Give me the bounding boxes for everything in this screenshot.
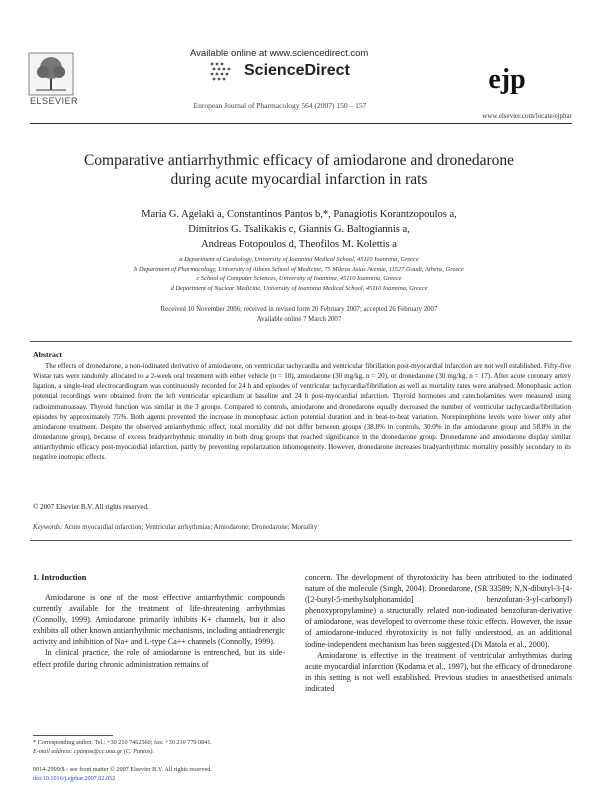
- svg-text:ejp: ejp: [488, 64, 526, 95]
- affiliation-c: c School of Computer Sciences, University of Ioannina, 45110 Ioannina, Greece: [196, 275, 402, 283]
- header-divider: [30, 123, 572, 124]
- abstract-text: The effects of dronedarone, a non-iodinated derivative of amiodarone, on ventricular tachycardia and ventricular fibrillation post-myocardial infarction are not well established. Fifty-five Wistar rats were randomly allocated to a 2-week oral treatment with either vehicle (n = 18), amiodarone (30 mg/kg, n = 20), or dronedarone (30 mg/kg, n = 17). After acute coronary artery ligation, a single-lead electrocardiogram was continuously recorded for 24 h and episodes of ventricular tachycardia/fibrillation as well as mortality rates were analysed. Monophasic action potential recordings were obtained from the left ventricular epicardium at baseline and 24 h post-myocardial infarction. Thyroid hormones and catecholamines were measured using radioimmunoassay. Thyroid function was similar in the 3 groups. Compared to controls, amiodarone and dronedarone equally decreased the number of ventricular tachycardia/fibrillation episodes by approximately 75%. Both agents prevented the increase in monophasic action potential duration and in beat-to-beat variation. Norepinephrine levels were lower only after amiodarone treatment. Despite the observed antiarrhythmic effect, total mortality did not differ between groups (38.8% in controls, 30.0% in the amiodarone group and 58.8% in the dronedarone group), because of excess bradyarrhythmic mortality in both drug groups that reached significance in the dronedarone group. Dronedarone and amiodarone display similar antiarrhythmic efficacy post-myocardial infarction, partly by preventing repolarization inhomogeneity. However, dronedarone increases bradyarrhythmic mortality possibly secondary to its negative inotropic effects.: [33, 362, 571, 462]
- journal-citation: European Journal of Pharmacology 564 (2007) 150 – 157: [193, 101, 367, 110]
- left-column: [33, 592, 285, 670]
- publisher-name: ELSEVIER: [29, 96, 79, 106]
- section-heading-introduction: 1. Introduction: [33, 573, 87, 582]
- intro-paragraph-1: Amiodarone is one of the most effective antiarrhythmic compounds currently available for the treatment of life-threatening arrhythmias (Connolly, 1999). Amiodarone primarily inhibits K+ channels, but it also exhibits all other known antiarrhythmic mechanisms, including antiadrenergic activity and inhibition of Na+ and L-type Ca++ channels (Connolly, 1999).: [33, 593, 285, 647]
- available-online-text: Available online at www.sciencedirect.com: [190, 48, 369, 59]
- doi-link[interactable]: doi:10.1016/j.ejphar.2007.02.052: [33, 774, 116, 782]
- authors-line-3: Andreas Fotopoulos d, Theofilos M. Kolettis a: [201, 239, 397, 250]
- intro-paragraph-3: Amiodarone is effective in the treatment of ventricular arrhythmias during acute myocardial infarction (Kodama et al., 1997), but the efficacy of dronedarone in this setting is not well established. Previous studies in anaesthetised animals indicated: [305, 650, 572, 693]
- abstract-body: [33, 361, 571, 463]
- title-line-2: during acute myocardial infarction in rats: [170, 171, 428, 188]
- ejp-journal-logo-icon: [486, 58, 528, 98]
- abstract-top-divider: [30, 341, 572, 342]
- corresponding-contact: * Corresponding author. Tel.: +30 210 7462560; fax: +30 210 779 0841.: [33, 739, 212, 746]
- received-dates: Received 10 November 2006; received in revised form 20 February 2007; accepted 26 February 2007: [160, 306, 438, 313]
- keywords-list: Acute myocardial infarction; Ventricular arrhythmias; Amiodarone; Dronedarone; Mortality: [63, 524, 318, 531]
- sciencedirect-logo: ScienceDirect: [244, 62, 350, 79]
- issn-line: 0014-2999/$ - see front matter © 2007 Elsevier B.V. All rights reserved.: [33, 766, 212, 773]
- abstract-heading: Abstract: [33, 350, 63, 359]
- article-title: [40, 151, 558, 189]
- affiliation-d: d Department of Nuclear Medicine, University of Ioannina Medical School, 45110 Ioannina, Greece: [170, 284, 428, 292]
- affiliation-a: a Department of Cardiology, University of Ioannina Medical School, 45110 Ioannina, Greece: [179, 256, 419, 263]
- issn-footer: [33, 766, 293, 783]
- corresponding-email[interactable]: E-mail address: cpantos@cc.uoa.gr (C. Pantos).: [33, 747, 154, 755]
- affiliation-b: b Department of Pharmacology, University of Athens School of Medicine, 75 Mikras Asias Avenue, 11527 Goudi, Athens, Greece: [134, 265, 464, 273]
- right-column: [305, 572, 572, 694]
- affiliations: [40, 255, 558, 293]
- authors-line-2: Dimitrios G. Tsalikakis c, Giannis G. Baltogiannis a,: [188, 224, 410, 235]
- author-list: [40, 207, 558, 252]
- authors-line-1: Maria G. Agelaki a, Constantinos Pantos b,*, Panagiotis Korantzopoulos a,: [141, 209, 457, 220]
- keywords-label: Keywords:: [33, 524, 63, 531]
- intro-paragraph-2-cont: concern. The development of thyrotoxicity has been attributed to the iodinated nature of the molecule (Singh, 2004). Dronedarone, (SR 33589; N,N-dibutyl-3-[4-([2-butyl-5-methylsulphonamido] benzofuran-3-yl-carbonyl) phenoxypropylamine) a structurally related non-iodinated benzofuran-derivative of amiodarone, was developed to overcome these toxic effects. However, the issue of amiodarone-induced thyrotoxicity is not fully understood, as an additional iodine-independent mechanism has been suggested (Di Matola et al., 2000).: [305, 573, 572, 649]
- article-dates: [40, 305, 558, 324]
- keywords: [33, 524, 571, 531]
- abstract-bottom-divider: [30, 540, 572, 541]
- corresponding-author-footnote: [33, 739, 293, 756]
- available-online-date: Available online 7 March 2007: [256, 315, 342, 323]
- sciencedirect-dots-icon: [208, 60, 248, 84]
- journal-url-link[interactable]: www.elsevier.com/locate/ejphar: [482, 112, 572, 120]
- copyright-line: © 2007 Elsevier B.V. All rights reserved.: [33, 503, 149, 511]
- footnote-divider: [33, 735, 113, 736]
- elsevier-tree-logo-icon: [28, 52, 74, 96]
- intro-paragraph-2: In clinical practice, the role of amiodarone is entrenched, but its side-effect profile during chronic administration remains of: [33, 648, 285, 669]
- title-line-1: Comparative antiarrhythmic efficacy of amiodarone and dronedarone: [83, 152, 515, 169]
